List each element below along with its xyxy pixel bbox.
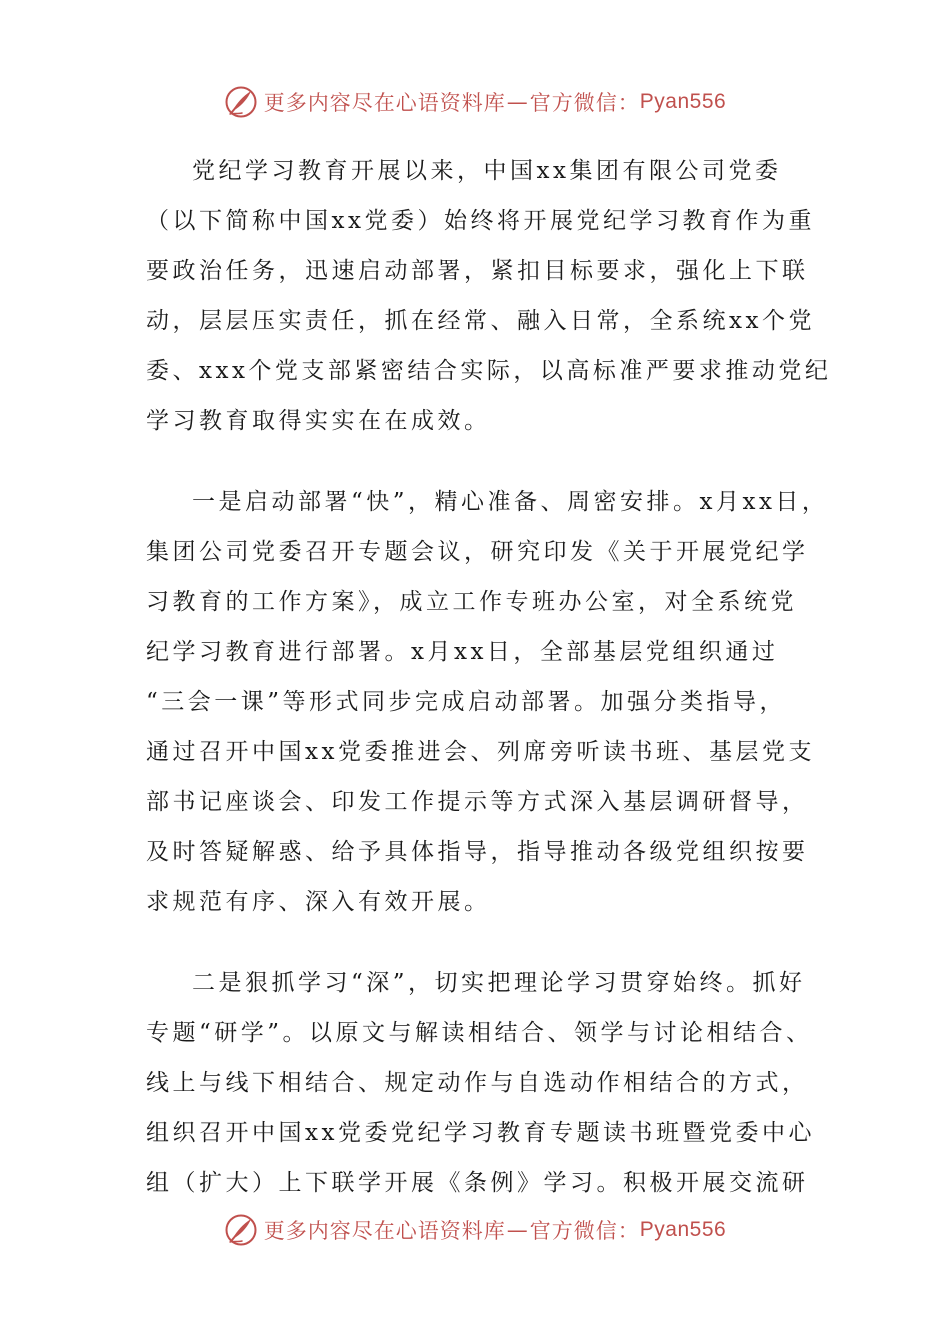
- banner-site-text: 更多内容尽在心语资料库: [263, 1219, 506, 1243]
- text-line: 纪学习教育进行部署。x月xx日，全部基层党组织通过: [146, 639, 779, 665]
- text-line: 委、xxx个党支部紧密结合实际，以高标准严要求推动党纪: [146, 358, 832, 384]
- text-line: 集团公司党委召开专题会议，研究印发《关于开展党纪学: [146, 539, 809, 565]
- paragraph-deployment: [146, 477, 829, 927]
- quill-pen-logo-icon: [224, 1213, 258, 1247]
- text-line: 及时答疑解惑、给予具体指导，指导推动各级党组织按要: [146, 839, 809, 865]
- banner-site-text: 更多内容尽在心语资料库: [263, 91, 506, 115]
- banner-dash: —: [506, 90, 529, 114]
- text-line: 一是启动部署“快”，精心准备、周密安排。x月xx日，: [192, 489, 829, 515]
- banner-account-text: 官方微信：: [529, 1219, 640, 1243]
- text-line: 要政治任务，迅速启动部署，紧扣目标要求，强化上下联: [146, 258, 809, 284]
- banner-dash: —: [506, 1218, 529, 1242]
- text-line: 线上与线下相结合、规定动作与自选动作相结合的方式，: [146, 1070, 809, 1096]
- text-line: 习教育的工作方案》，成立工作专班办公室，对全系统党: [146, 589, 797, 615]
- text-line: 专题“研学”。以原文与解读相结合、领学与讨论相结合、: [146, 1020, 813, 1046]
- text-line: （以下简称中国xx党委）始终将开展党纪学习教育作为重: [146, 208, 815, 234]
- text-line: 二是狠抓学习“深”，切实把理论学习贯穿始终。抓好: [192, 970, 806, 996]
- text-line: “三会一课”等形式同步完成启动部署。加强分类指导，: [146, 689, 787, 715]
- document-body: [146, 146, 832, 1239]
- text-line: 组织召开中国xx党委党纪学习教育专题读书班暨党委中心: [146, 1120, 815, 1146]
- banner-account-text: 官方微信：: [529, 91, 640, 115]
- text-line: 部书记座谈会、印发工作提示等方式深入基层调研督导，: [146, 789, 809, 815]
- paragraph-intro: [146, 146, 832, 446]
- text-line: 动，层层压实责任，抓在经常、融入日常，全系统xx个党: [146, 308, 815, 334]
- quill-pen-logo-icon: [224, 85, 258, 119]
- banner-handle: Pyan556: [639, 90, 727, 113]
- text-line: 求规范有序、深入有效开展。: [146, 889, 491, 915]
- text-line: 组（扩大）上下联学开展《条例》学习。积极开展交流研: [146, 1170, 809, 1196]
- banner-handle: Pyan556: [639, 1218, 727, 1241]
- paragraph-study: [146, 958, 815, 1208]
- text-line: 学习教育取得实实在在成效。: [146, 408, 491, 434]
- text-line: 通过召开中国xx党委推进会、列席旁听读书班、基层党支: [146, 739, 815, 765]
- watermark-banner-top: [0, 82, 950, 122]
- watermark-banner-bottom: [0, 1210, 950, 1250]
- text-line: 党纪学习教育开展以来，中国xx集团有限公司党委: [192, 158, 782, 184]
